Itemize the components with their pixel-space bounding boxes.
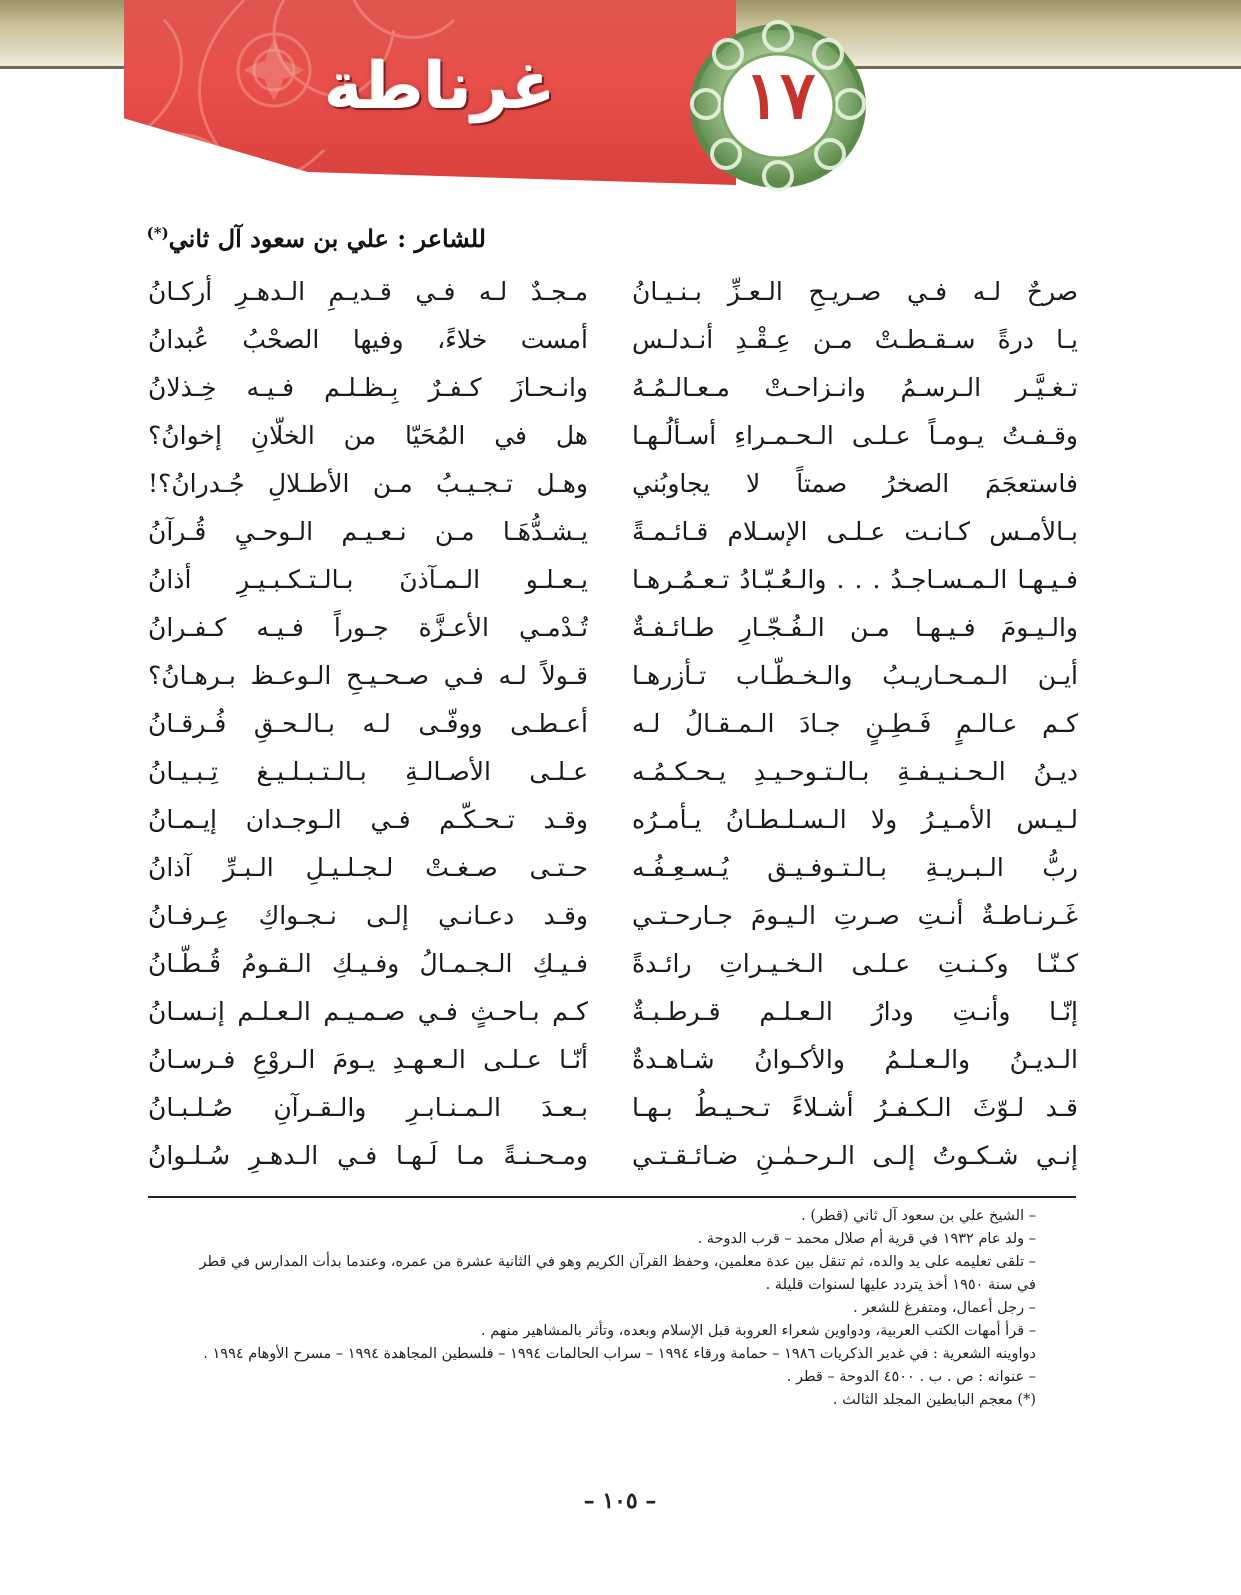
verse-line: ربُّ الـبـريـةِ بـالـتـوفـيـق يُـسـعِـفُـه	[632, 853, 1078, 882]
verse-line: وانـحـازَ كـفـرٌ بِـظـلـم فـيـه خِـذلانُ	[148, 373, 588, 402]
footnote-divider	[148, 1196, 1076, 1198]
verse-line: كـم عـالـمٍ فَـطِـنٍ جـادَ الـمـقـالُ لـه	[632, 709, 1078, 738]
footnote-line: – الشيخ علي بن سعود آل ثاني (قطر) .	[801, 1208, 1036, 1224]
chapter-number: ١٧	[744, 56, 816, 134]
page-title: غرناطة	[324, 50, 556, 124]
poet-footnote-mark: (*)	[146, 224, 169, 242]
poet-name: علي بن سعود آل ثاني	[168, 224, 389, 253]
verse-line: ومـحـنـةً مـا لَـهـا فـي الـدهـرِ سُـلـوانُ	[148, 1141, 588, 1170]
verse-line: هل في المُحَيّا من الخلّانِ إخوانُ؟	[148, 421, 588, 450]
footnote-line: – عنوانه : ص . ب . ٤٥٠٠ الدوحة – قطر .	[786, 1369, 1036, 1385]
verse-line: كـنّـا وكـنـتِ عـلـى الـخـيـراتِ رائـدةً	[632, 949, 1078, 978]
verse-line: أعـطـى ووفّـى لـه بـالـحـقِ فُـرقـانُ	[148, 709, 588, 738]
page-number: – ١٠٥ –	[583, 1488, 657, 1514]
verse-line: يـشـدُّهَـا مـن نـعـيـم الـوحـيِ قُـرآنُ	[148, 517, 588, 546]
verse-line: يـعـلـو الـمـآذنَ بـالـتـكـبـيـرِ أذانُ	[148, 565, 588, 594]
footnote-line: – قرأ أمهات الكتب العربية، ودواوين شعراء العروبة قبل الإسلام وبعده، وتأثر بالمشاهير منهم .	[481, 1323, 1036, 1339]
footnote-line: دواوينه الشعرية : في غدير الذكريات ١٩٨٦ – حمامة ورقاء ١٩٩٤ – سراب الحالمات ١٩٩٤ – فلسطين المجاهدة ١٩٩٤ – مسرح الأوهام ١٩٩٤ .	[203, 1346, 1036, 1362]
verse-line: ديـنُ الـحـنـيـفـةِ بـالـتـوحـيـدِ يـحـكـمُـه	[632, 757, 1078, 786]
poet-attribution	[140, 224, 486, 253]
verse-line: إنـي شـكـوتُ إلـى الـرحـمٰـنِ ضـائـقـتـي	[632, 1141, 1078, 1170]
verse-line: مـجـدٌ لـه فـي قـديـمِ الـدهـرِ أركـانُ	[148, 277, 588, 306]
verse-line: حـتـى صـغـتْ لـجـلـيـلِ الـبـرِّ آذانُ	[148, 853, 588, 882]
verse-line: فـيـهـا الـمـسـاجـدُ . . . والـعُـبّـادُ تـعـمُـرهـا	[632, 565, 1078, 594]
verse-line: وقـد دعـانـي إلـى نـجـواكِ عِـرفـانُ	[148, 901, 588, 930]
verse-line: تـغـيَّـر الـرسـمُ وانـزاحـتْ مـعـالـمُـهُ	[632, 373, 1078, 402]
verse-line: أنّـا عـلـى الـعـهـدِ يـومَ الـروْعِ فـرسـانُ	[148, 1045, 588, 1074]
verse-line: غَـرنـاطـةٌ أنـتِ صـرتِ الـيـومَ جـارحـتـي	[632, 901, 1078, 930]
footnote-line: – ولد عام ١٩٣٢ في قرية أم صلال محمد – قرب الدوحة .	[697, 1231, 1036, 1247]
verse-line: لـيـس الأمـيـرُ ولا الـسـلـطـانُ يـأمـرُه	[632, 805, 1078, 834]
verse-line: بـالأمـس كـانـت عـلـى الإسـلام قـائـمـةً	[632, 517, 1078, 546]
footnotes	[148, 1205, 1036, 1412]
verse-line: فاستعجَمَ الصخرُ صمتاً لا يجاوبُني	[632, 469, 1078, 498]
verse-line: وقـد تـحـكّـم فـي الـوجـدان إيـمـانُ	[148, 805, 588, 834]
verse-line: صرحٌ لـه فـي صـريـحِ الـعـزِّ بـنـيـانُ	[632, 277, 1078, 306]
verse-line: بـعـدَ الـمـنـابـرِ والـقـرآنِ صُـلـبـانُ	[148, 1093, 588, 1122]
verse-line: كـم بـاحـثٍ فـي صـمـيـم الـعـلـم إنـسـانُ	[148, 997, 588, 1026]
verse-line: أيـن الـمـحـاريـبُ والـخـطّـاب تـأزرهـا	[632, 661, 1078, 690]
verse-line: والـيـومَ فـيـهـا مـن الـفُـجّـارِ طـائـفـةٌ	[632, 613, 1078, 642]
verse-line: أمست خلاءً، وفيها الصحْبُ عُبدانُ	[148, 325, 588, 354]
verse-line: يـا درةً سـقـطـتْ مـن عِـقْـدِ أنـدلـس	[632, 325, 1078, 354]
verse-line: قـولاً لـه فـي صـحـيـحِ الـوعـظ بـرهـانُ؟	[148, 661, 588, 690]
footnote-line: – رجل أعمال، ومتفرغ للشعر .	[853, 1300, 1036, 1316]
verse-line: وقـفـتُ يـومـاً عـلـى الـحـمـراءِ أسـألُـهـا	[632, 421, 1078, 450]
verse-line: عـلـى الأصـالـةِ بـالـتـبـلـيـغ تِـبـيـانُ	[148, 757, 588, 786]
verse-line: وهـل تـجـيـبُ مـن الأطـلالِ جُـدرانُ؟!	[148, 469, 588, 498]
poet-prefix: للشاعر :	[397, 224, 486, 253]
verse-line: الـديـنُ والـعـلـمُ والأكـوانُ شـاهـدةٌ	[632, 1045, 1078, 1074]
verse-line: فـيـكِ الـجـمـالُ وفـيـكِ الـقـومُ قُـطّـانُ	[148, 949, 588, 978]
verse-line: تُـدْمـي الأعـزَّة جـوراً فـيـه كـفـرانُ	[148, 613, 588, 642]
verse-line: قـد لـوّثَ الـكـفـرُ أشـلاءً تـحـيـطُ بـهـا	[632, 1093, 1078, 1122]
poem-right-column	[632, 268, 1078, 1180]
footnote-line: – تلقى تعليمه على يد والده، ثم تنقل بين عدة معلمين، وحفظ القرآن الكريم وهو في الثانية عشرة من عمره، وعندما بدأت المدارس في قطر	[199, 1254, 1036, 1270]
footnote-line: في سنة ١٩٥٠ أخذ يتردد عليها لسنوات قليلة .	[765, 1277, 1036, 1293]
poem-left-column	[148, 268, 588, 1180]
footnote-line: (*) معجم البابطين المجلد الثالث .	[832, 1392, 1036, 1408]
verse-line: إنّـا وأنـتِ ودارُ الـعـلـم قـرطـبـةٌ	[632, 997, 1078, 1026]
